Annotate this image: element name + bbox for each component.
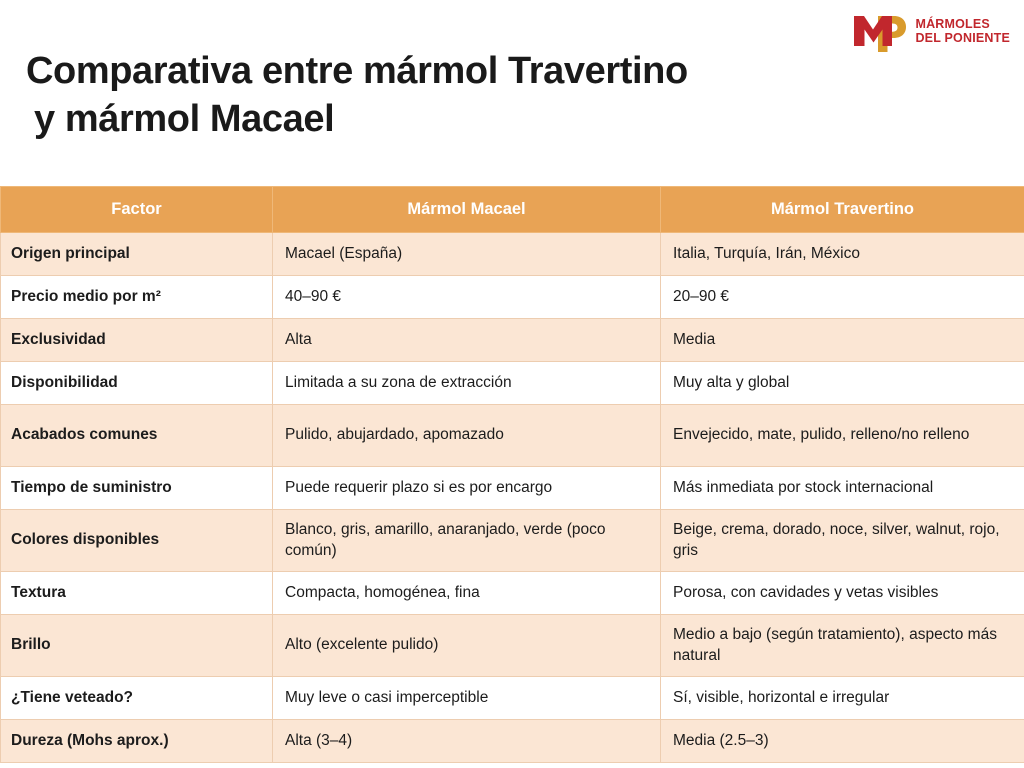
cell-travertino: Muy alta y global <box>661 362 1024 405</box>
page-title-line-2: y mármol Macael <box>34 97 335 140</box>
cell-macael: Limitada a su zona de extracción <box>273 362 661 405</box>
cell-factor: Disponibilidad <box>1 362 273 405</box>
cell-travertino: Italia, Turquía, Irán, México <box>661 233 1024 276</box>
page-header <box>0 0 1024 186</box>
mp-monogram-icon <box>852 10 908 52</box>
cell-factor: Brillo <box>1 615 273 677</box>
table-row <box>1 233 1024 276</box>
brand-logo <box>846 6 1014 56</box>
table-row <box>1 319 1024 362</box>
comparison-table <box>0 186 1024 763</box>
cell-macael: Puede requerir plazo si es por encargo <box>273 467 661 510</box>
cell-macael: Pulido, abujardado, apomazado <box>273 405 661 467</box>
cell-travertino: Envejecido, mate, pulido, relleno/no relleno <box>661 405 1024 467</box>
brand-wordmark <box>915 17 1010 45</box>
table-row <box>1 362 1024 405</box>
cell-travertino: 20–90 € <box>661 276 1024 319</box>
table-row <box>1 510 1024 572</box>
cell-factor: Exclusividad <box>1 319 273 362</box>
cell-macael: Blanco, gris, amarillo, anaranjado, verde (poco común) <box>273 510 661 572</box>
cell-factor: Dureza (Mohs aprox.) <box>1 720 273 763</box>
cell-macael: Alta (3–4) <box>273 720 661 763</box>
brand-line-1: MÁRMOLES <box>915 17 990 31</box>
cell-macael: Macael (España) <box>273 233 661 276</box>
cell-travertino: Más inmediata por stock internacional <box>661 467 1024 510</box>
cell-macael: 40–90 € <box>273 276 661 319</box>
table-row <box>1 720 1024 763</box>
cell-macael: Alta <box>273 319 661 362</box>
cell-factor: ¿Tiene veteado? <box>1 677 273 720</box>
cell-factor: Origen principal <box>1 233 273 276</box>
column-header-travertino: Mármol Travertino <box>661 187 1024 233</box>
table-body <box>1 233 1024 763</box>
page-title-line-1: Comparativa entre mármol Travertino <box>26 50 688 92</box>
cell-factor: Colores disponibles <box>1 510 273 572</box>
cell-travertino: Media <box>661 319 1024 362</box>
comparison-table-wrapper <box>0 186 1024 768</box>
cell-factor: Textura <box>1 572 273 615</box>
column-header-macael: Mármol Macael <box>273 187 661 233</box>
page-title <box>26 48 846 144</box>
cell-travertino: Medio a bajo (según tratamiento), aspecto más natural <box>661 615 1024 677</box>
table-row <box>1 572 1024 615</box>
cell-travertino: Media (2.5–3) <box>661 720 1024 763</box>
table-row <box>1 677 1024 720</box>
table-row <box>1 615 1024 677</box>
cell-travertino: Porosa, con cavidades y vetas visibles <box>661 572 1024 615</box>
table-header-row <box>1 187 1024 233</box>
table-head <box>1 187 1024 233</box>
cell-factor: Acabados comunes <box>1 405 273 467</box>
table-row <box>1 405 1024 467</box>
cell-travertino: Sí, visible, horizontal e irregular <box>661 677 1024 720</box>
cell-macael: Alto (excelente pulido) <box>273 615 661 677</box>
table-row <box>1 467 1024 510</box>
column-header-factor: Factor <box>1 187 273 233</box>
cell-factor: Precio medio por m² <box>1 276 273 319</box>
cell-travertino: Beige, crema, dorado, noce, silver, walnut, rojo, gris <box>661 510 1024 572</box>
table-row <box>1 276 1024 319</box>
cell-macael: Muy leve o casi imperceptible <box>273 677 661 720</box>
brand-line-2: DEL PONIENTE <box>915 31 1010 45</box>
cell-factor: Tiempo de suministro <box>1 467 273 510</box>
cell-macael: Compacta, homogénea, fina <box>273 572 661 615</box>
